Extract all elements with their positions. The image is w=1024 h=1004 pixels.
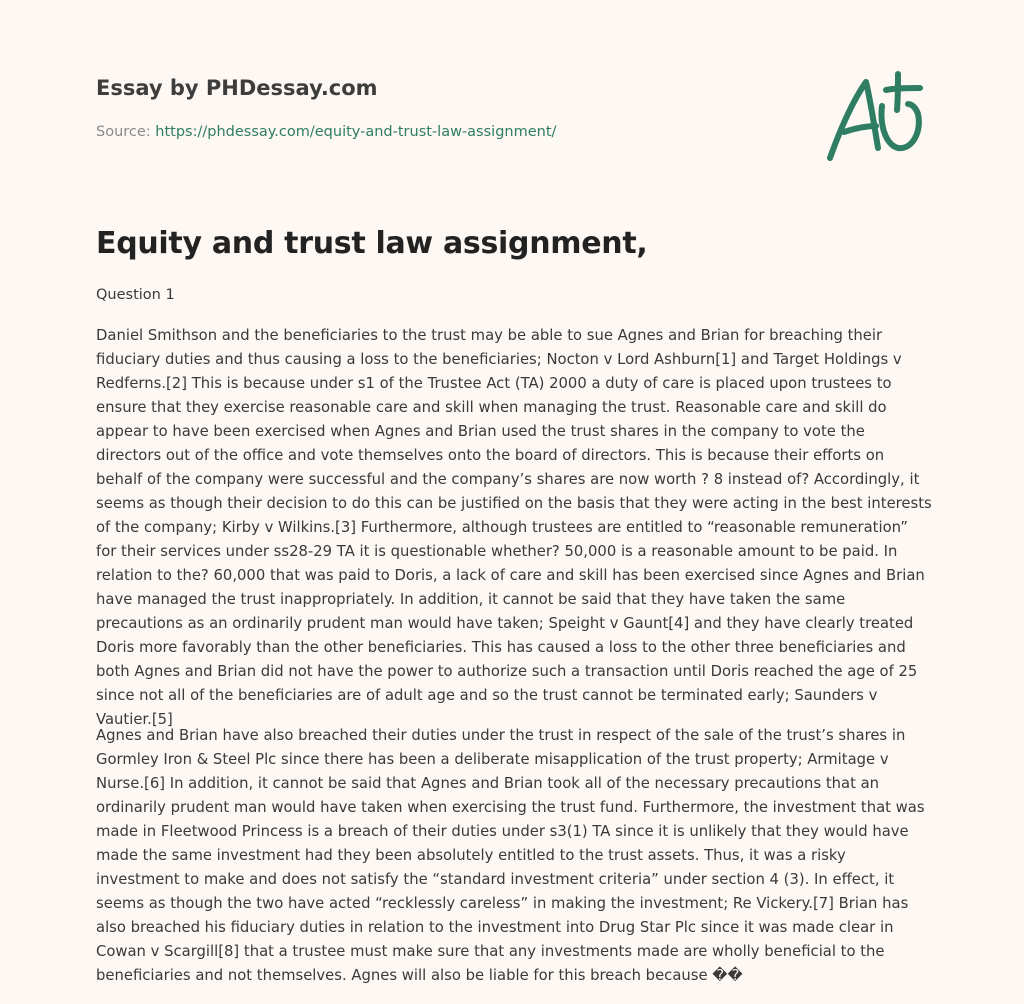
a-plus-logo-icon (826, 68, 926, 164)
question-heading: Question 1 (96, 287, 175, 303)
source-line (96, 124, 556, 140)
essay-paragraph-2: Agnes and Brian have also breached their duties under the trust in respect of the sale of the trust’s shares in Gormley Iron & Steel Plc since there has been a deliberate misapplication of the trust property; Armitage v Nurse.[6] In addition, it cannot be said that Agnes and Brian took all of the necessary precautions that an ordinarily prudent man would have taken when exercising the trust fund. Furthermore, the investment that was made in Fleetwood Princess is a breach of their duties under s3(1) TA since it is unlikely that they would have made the same investment had they been absolutely entitled to the trust assets. Thus, it was a risky investment to make and does not satisfy the “standard investment criteria” under section 4 (3). In effect, it seems as though the two have acted “recklessly careless” in making the investment; Re Vickery.[7] Brian has also breached his fiduciary duties in relation to the investment into Drug Star Plc since it was made clear in Cowan v Scargill[8] that a trustee must make sure that any investments made are wholly beneficial to the beneficiaries and not themselves. Agnes will also be liable for this breach because �� (96, 727, 925, 984)
site-brand: Essay by PHDessay.com (96, 76, 378, 100)
source-link[interactable]: https://phdessay.com/equity-and-trust-law-assignment/ (155, 124, 557, 140)
essay-title: Equity and trust law assignment, (96, 226, 648, 261)
source-label: Source: (96, 124, 151, 140)
essay-paragraph-1: Daniel Smithson and the beneficiaries to the trust may be able to sue Agnes and Brian for breaching their fiduciary duties and thus causing a loss to the beneficiaries; Nocton v Lord Ashburn[1] and Target Holdings v Redferns.[2] This is because under s1 of the Trustee Act (TA) 2000 a duty of care is placed upon trustees to ensure that they exercise reasonable care and skill when managing the trust. Reasonable care and skill do appear to have been exercised when Agnes and Brian used the trust shares in the company to vote the directors out of the office and vote themselves onto the board of directors. This is because their efforts on behalf of the company were successful and the company’s shares are now worth ? 8 instead of? Accordingly, it seems as though their decision to do this can be justified on the basis that they were acting in the best interests of the company; Kirby v Wilkins.[3] Furthermore, although trustees are entitled to “reasonable remuneration” for their services under ss28-29 TA it is questionable whether? 50,000 is a reasonable amount to be paid. In relation to the? 60,000 that was paid to Doris, a lack of care and skill has been exercised since Agnes and Brian have managed the trust inappropriately. In addition, it cannot be said that they have taken the same precautions as an ordinarily prudent man would have taken; Speight v Gaunt[4] and they have clearly treated Doris more favorably than the other beneficiaries. This has caused a loss to the other three beneficiaries and both Agnes and Brian did not have the power to authorize such a transaction until Doris reached the age of 25 since not all of the beneficiaries are of adult age and so the trust cannot be terminated early; Saunders v Vautier.[5] (96, 327, 932, 728)
